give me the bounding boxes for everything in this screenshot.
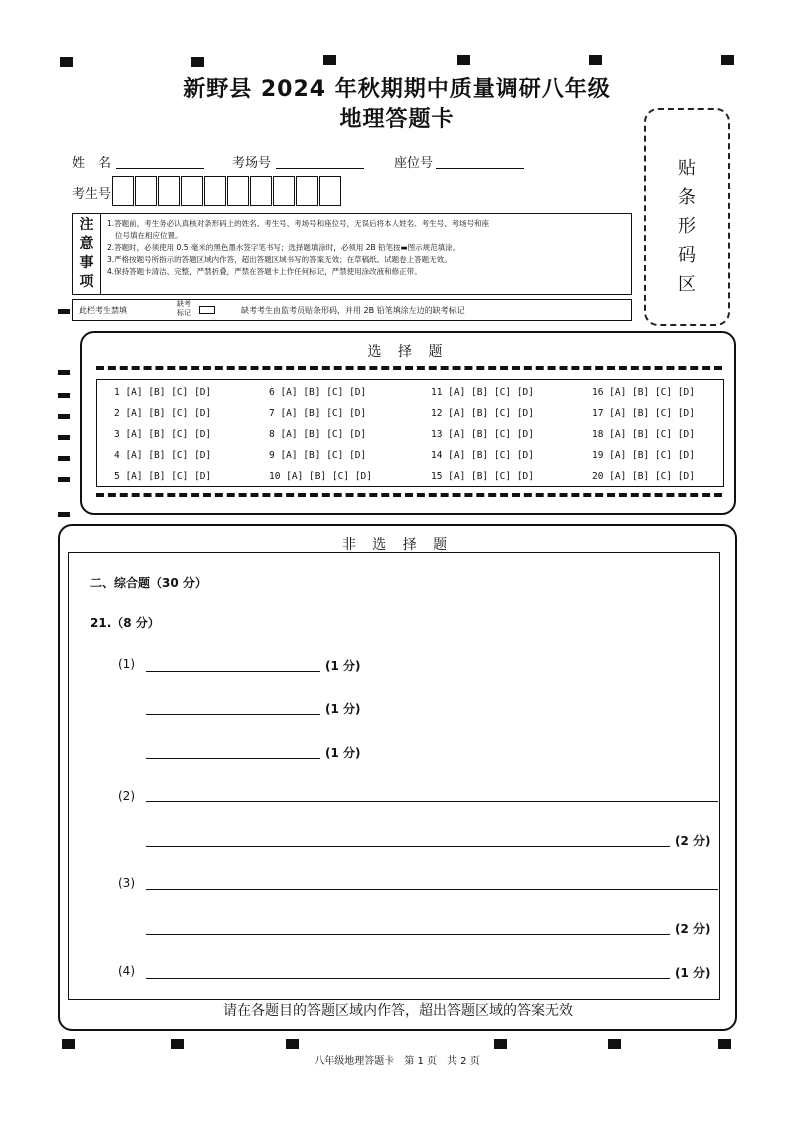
registration-mark (191, 57, 204, 67)
points-label: (1 分) (325, 659, 361, 673)
choice-question-12[interactable]: 12 [A] [B] [C] [D] (431, 408, 534, 419)
student-id-digit-box[interactable] (250, 176, 272, 206)
choice-question-20[interactable]: 20 [A] [B] [C] [D] (592, 471, 695, 482)
points-label: (1 分) (675, 966, 711, 980)
choice-question-19[interactable]: 19 [A] [B] [C] [D] (592, 450, 695, 461)
student-id-digit-box[interactable] (204, 176, 226, 206)
name-label: 姓 名 (72, 156, 112, 171)
choice-question-7[interactable]: 7 [A] [B] [C] [D] (269, 408, 367, 419)
page-title: 新野县 2024 年秋期期中质量调研八年级 (183, 77, 611, 102)
student-id-digit-box[interactable] (181, 176, 203, 206)
page-subtitle: 地理答题卡 (339, 107, 455, 132)
answer-line[interactable] (146, 714, 320, 715)
points-label: (2 分) (675, 922, 711, 936)
choice-question-8[interactable]: 8 [A] [B] [C] [D] (269, 429, 367, 440)
choice-question-3[interactable]: 3 [A] [B] [C] [D] (114, 429, 212, 440)
answer-line[interactable] (146, 846, 670, 847)
student-id-digit-box[interactable] (135, 176, 157, 206)
side-mark (58, 309, 70, 314)
registration-mark (721, 55, 734, 65)
student-id-digit-box[interactable] (158, 176, 180, 206)
sub-question-4-label: (4) (118, 964, 135, 978)
exam-room-label: 考场号 (232, 156, 272, 171)
student-id-digit-box[interactable] (296, 176, 318, 206)
choice-question-14[interactable]: 14 [A] [B] [C] [D] (431, 450, 534, 461)
registration-mark (608, 1039, 621, 1049)
choice-question-18[interactable]: 18 [A] [B] [C] [D] (592, 429, 695, 440)
registration-mark (323, 55, 336, 65)
side-mark (58, 370, 70, 375)
choice-question-1[interactable]: 1 [A] [B] [C] [D] (114, 387, 212, 398)
choice-question-15[interactable]: 15 [A] [B] [C] [D] (431, 471, 534, 482)
answer-line[interactable] (146, 889, 718, 890)
registration-mark (60, 57, 73, 67)
absent-mark-checkbox[interactable] (199, 306, 215, 314)
choice-question-16[interactable]: 16 [A] [B] [C] [D] (592, 387, 695, 398)
student-id-label: 考生号 (72, 187, 112, 202)
seat-field[interactable] (436, 168, 524, 169)
answer-line[interactable] (146, 934, 670, 935)
side-mark (58, 414, 70, 419)
student-id-digit-box[interactable] (319, 176, 341, 206)
registration-mark (62, 1039, 75, 1049)
student-id-digit-box[interactable] (273, 176, 295, 206)
registration-mark (589, 55, 602, 65)
notice-item: 1.答题前，考生务必认真核对条形码上的姓名、考生号、考场号和座位号，无误后将本人姓名、考生号、考场号和座 (107, 219, 490, 228)
notice-item: 3.严格按题号所指示的答题区域内作答，超出答题区域书写的答案无效；在草稿纸、试题卷上答题无效。 (107, 255, 452, 264)
sub-question-3-label: (3) (118, 876, 135, 890)
points-label: (2 分) (675, 834, 711, 848)
name-field[interactable] (116, 168, 204, 169)
notice-item: 位号填在相应位置。 (115, 231, 183, 240)
side-mark (58, 393, 70, 398)
answer-line[interactable] (146, 801, 718, 802)
answer-area-warning: 请在各题目的答题区域内作答，超出答题区域的答案无效 (223, 1003, 573, 1019)
registration-mark (457, 55, 470, 65)
choice-question-17[interactable]: 17 [A] [B] [C] [D] (592, 408, 695, 419)
choice-question-6[interactable]: 6 [A] [B] [C] [D] (269, 387, 367, 398)
side-mark (58, 435, 70, 440)
choice-question-11[interactable]: 11 [A] [B] [C] [D] (431, 387, 534, 398)
absent-warning-label: 此栏考生禁填 (79, 306, 127, 315)
choice-question-10[interactable]: 10 [A] [B] [C] [D] (269, 471, 372, 482)
choice-question-9[interactable]: 9 [A] [B] [C] [D] (269, 450, 367, 461)
choice-question-4[interactable]: 4 [A] [B] [C] [D] (114, 450, 212, 461)
nonchoice-section-title: 非 选 择 题 (341, 537, 454, 553)
choice-section-title: 选 择 题 (367, 344, 449, 360)
choice-question-2[interactable]: 2 [A] [B] [C] [D] (114, 408, 212, 419)
page-footer: 八年级地理答题卡 第 1 页 共 2 页 (314, 1056, 480, 1067)
answer-line[interactable] (146, 978, 670, 979)
registration-mark (494, 1039, 507, 1049)
answer-line[interactable] (146, 758, 320, 759)
nonchoice-answer-area (68, 552, 720, 1000)
registration-mark (171, 1039, 184, 1049)
registration-mark (286, 1039, 299, 1049)
absent-instruction: 缺考考生由监考员贴条形码，并用 2B 铅笔填涂左边的缺考标记 (241, 306, 465, 315)
side-mark (58, 512, 70, 517)
answer-line[interactable] (146, 671, 320, 672)
sub-question-2-label: (2) (118, 789, 135, 803)
side-mark (58, 456, 70, 461)
student-id-digit-box[interactable] (112, 176, 134, 206)
notice-items (107, 218, 627, 278)
sticker-label: 贴 条 形 码 区 (678, 158, 696, 295)
student-id-digit-box[interactable] (227, 176, 249, 206)
registration-mark (718, 1039, 731, 1049)
absent-mark-label: 缺考 标记 (177, 300, 191, 317)
side-mark (58, 477, 70, 482)
choice-question-5[interactable]: 5 [A] [B] [C] [D] (114, 471, 212, 482)
sub-question-1-label: (1) (118, 657, 135, 671)
seat-label: 座位号 (394, 156, 434, 171)
points-label: (1 分) (325, 702, 361, 716)
notice-item: 4.保持答题卡清洁、完整，严禁折叠，严禁在答题卡上作任何标记，严禁使用涂改液和修正带。 (107, 267, 422, 276)
choice-question-13[interactable]: 13 [A] [B] [C] [D] (431, 429, 534, 440)
dashed-separator (96, 366, 722, 370)
absent-mark-row (72, 299, 632, 321)
notice-heading: 注 意 事 项 (73, 214, 101, 294)
question-21-heading: 21.（8 分） (90, 616, 160, 630)
part-heading: 二、综合题（30 分） (90, 576, 207, 590)
exam-room-field[interactable] (276, 168, 364, 169)
points-label: (1 分) (325, 746, 361, 760)
dashed-separator (96, 493, 722, 497)
barcode-sticker-area[interactable] (644, 108, 730, 326)
notice-item: 2.答题时，必须使用 0.5 毫米的黑色墨水签字笔书写；选择题填涂时，必须用 2B 铅笔按▬图示规范填涂。 (107, 243, 461, 252)
notice-box (72, 213, 632, 295)
